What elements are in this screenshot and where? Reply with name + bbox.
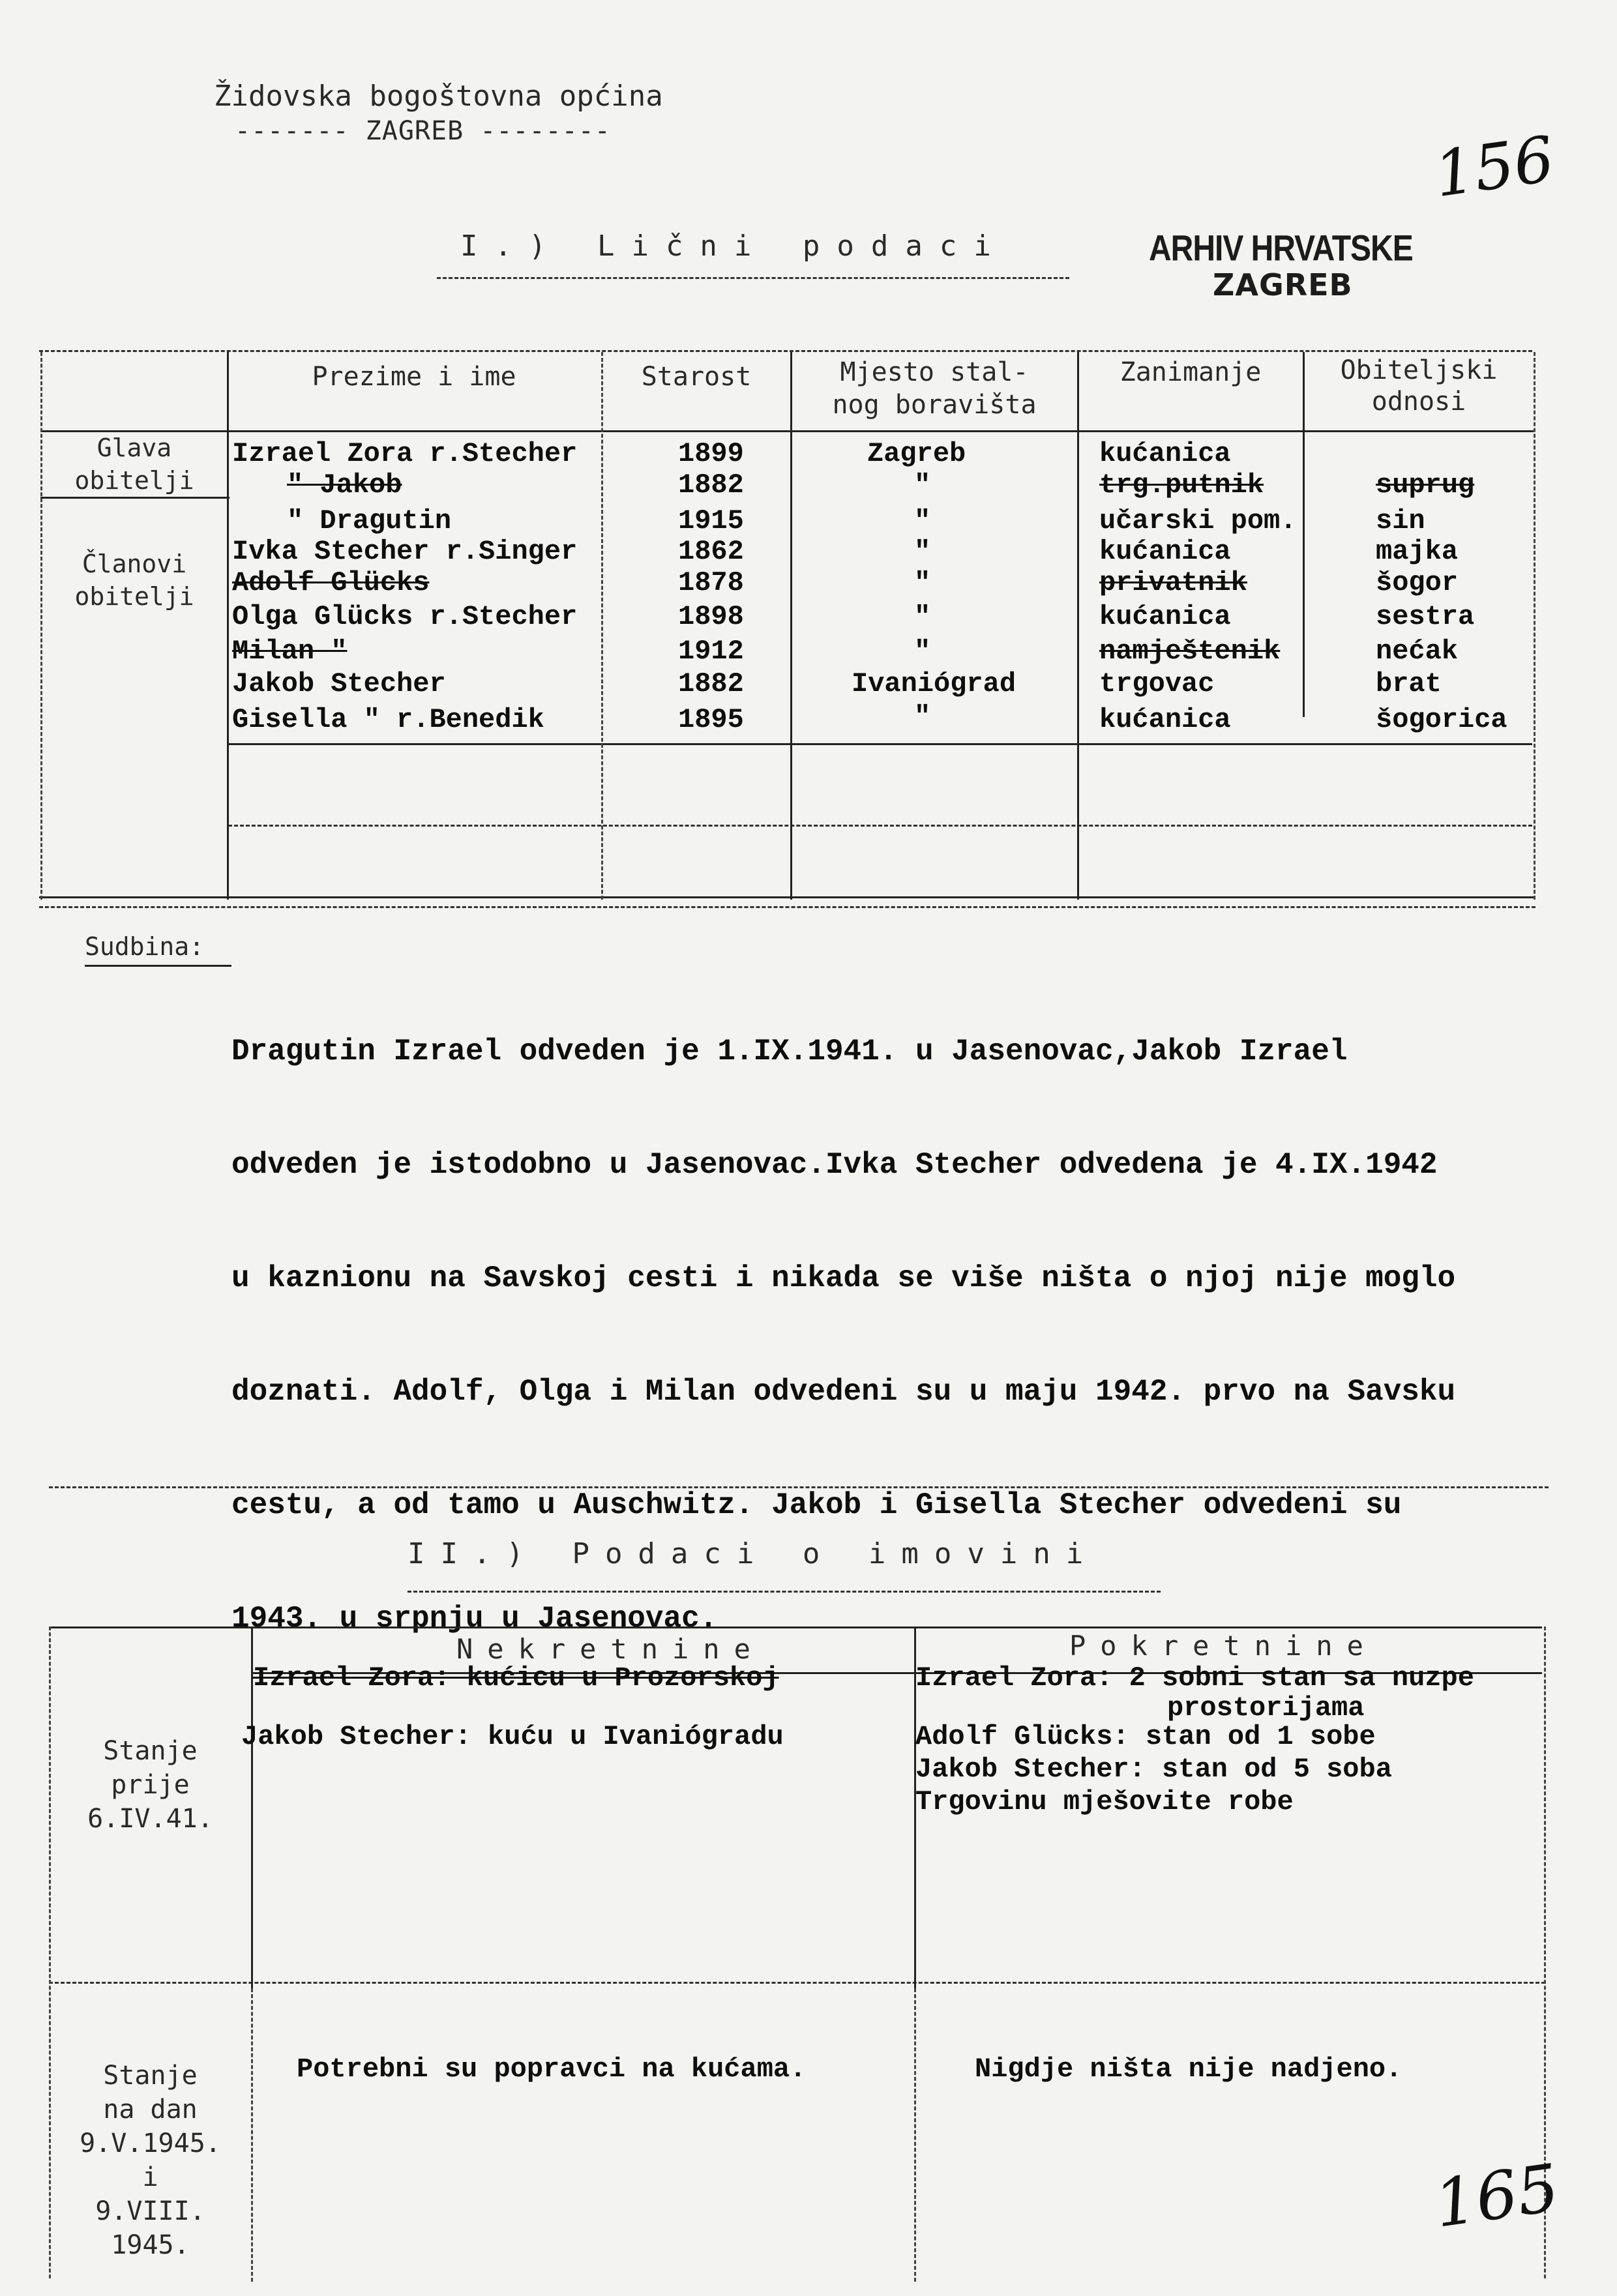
column-divider	[1077, 352, 1079, 900]
section2-underline	[408, 1591, 1161, 1593]
archive-stamp-line2: ZAGREB	[1213, 267, 1353, 302]
row-year: 1882	[678, 469, 744, 501]
row-occupation: kućanica	[1099, 536, 1231, 567]
row-name: Gisella " r.Benedik	[232, 704, 544, 735]
movable-before-item: Trgovinu mješovite robe	[915, 1786, 1294, 1818]
row-relation: sin	[1376, 505, 1425, 537]
column-divider	[601, 352, 603, 900]
row-occupation: trgovac	[1099, 668, 1215, 699]
property-top-border	[49, 1626, 1542, 1628]
movable-before-item: Adolf Glücks: stan od 1 sobe	[915, 1721, 1376, 1752]
before-label-line: prije	[111, 1770, 190, 1800]
row-residence: "	[914, 567, 931, 598]
organization-name: Židovska bogoštovna općina	[214, 80, 663, 113]
fate-line: cestu, a od tamo u Auschwitz. Jakob i Gisella Stecher odvedeni su	[231, 1488, 1402, 1522]
row-occupation: kućanica	[1099, 704, 1231, 735]
column-divider	[790, 352, 792, 900]
movable-before-item: Izrael Zora: 2 sobni stan sa nuzpe	[915, 1662, 1474, 1694]
after-label-line: i	[142, 2162, 158, 2192]
movable-before-item: Jakob Stecher: stan od 5 soba	[915, 1754, 1392, 1785]
after-label-line: 9.VIII.	[95, 2196, 205, 2226]
row-relation: majka	[1376, 536, 1459, 567]
header-residence-line1: Mjesto stal-	[840, 357, 1029, 387]
immovable-before-item: Izrael Zora: kućicu u Prozorskoj	[253, 1662, 779, 1694]
row-name: Izrael Zora r.Stecher	[232, 438, 578, 469]
section2-title: II.) Podaci o imovini	[408, 1537, 1099, 1570]
row-occupation: učarski pom.	[1099, 505, 1297, 537]
row-occupation: kućanica	[1099, 438, 1231, 469]
row-residence: "	[914, 701, 931, 732]
after-label-line: 9.V.1945.	[80, 2128, 221, 2158]
row-year: 1895	[678, 704, 744, 735]
fate-label: Sudbina:	[85, 932, 205, 961]
fate-line: 1943. u srpnju u Jasenovac.	[231, 1602, 718, 1636]
row-relation: nećak	[1376, 636, 1459, 667]
row-residence: "	[914, 601, 931, 632]
header-occupation: Zanimanje	[1120, 357, 1262, 387]
before-label	[51, 1734, 250, 1836]
page-number-handwritten-bottom: 165	[1429, 2149, 1564, 2243]
row-year: 1915	[678, 505, 744, 537]
row-year: 1912	[678, 636, 744, 667]
row-relation: suprug	[1376, 469, 1475, 501]
table-bottom-border	[39, 896, 1535, 898]
table-row-divider	[228, 743, 1532, 745]
row-name: " Dragutin	[287, 505, 452, 537]
movable-before-item: prostorijama	[1167, 1692, 1365, 1724]
fate-line: doznati. Adolf, Olga i Milan odvedeni su u maju 1942. prvo na Savsku	[231, 1375, 1456, 1409]
row-residence: "	[914, 636, 931, 667]
row-occupation: privatnik	[1099, 567, 1247, 598]
row-occupation: trg.putnik	[1099, 469, 1264, 501]
row-relation: sestra	[1376, 601, 1475, 632]
header-residence-line2: nog boravišta	[832, 390, 1037, 420]
table-header-divider	[40, 430, 1534, 432]
row-occupation: namještenik	[1099, 636, 1281, 667]
header-name: Prezime i ime	[312, 362, 516, 392]
row-year: 1878	[678, 567, 744, 598]
after-label	[51, 2059, 250, 2262]
row-relation: šogorica	[1376, 704, 1507, 735]
before-label-line: 6.IV.41.	[87, 1804, 213, 1834]
row-residence: "	[914, 505, 931, 537]
immovable-after: Potrebni su popravci na kućama.	[297, 2053, 807, 2085]
header-immovable: Nekretnine	[456, 1633, 765, 1665]
after-label-line: na dan	[103, 2095, 198, 2125]
row-name: Milan "	[232, 636, 348, 667]
property-column-divider	[914, 1988, 916, 2282]
header-age: Starost	[641, 362, 752, 392]
column-divider	[227, 352, 229, 900]
row-year: 1898	[678, 601, 744, 632]
members-label-line1: Članovi	[82, 550, 187, 578]
section1-underline	[437, 277, 1069, 279]
section2-top-border	[49, 1486, 1549, 1488]
row-relation: šogor	[1376, 567, 1459, 598]
side-divider	[40, 497, 230, 499]
members-label-line2: obitelji	[74, 582, 194, 611]
after-label-line: 1945.	[111, 2230, 190, 2260]
row-year: 1862	[678, 536, 744, 567]
property-column-divider	[251, 1988, 253, 2282]
row-occupation: kućanica	[1099, 601, 1231, 632]
row-name: Adolf Glücks	[232, 567, 430, 598]
table-bottom-border	[39, 906, 1535, 908]
fate-line: u kaznionu na Savskoj cesti i nikada se više ništa o njoj nije moglo	[231, 1261, 1456, 1295]
before-label-line: Stanje	[103, 1736, 198, 1766]
fate-line: odveden je istodobno u Jasenovac.Ivka Stecher odvedena je 4.IX.1942	[231, 1148, 1438, 1182]
row-name: Jakob Stecher	[232, 668, 446, 699]
row-name: Ivka Stecher r.Singer	[232, 536, 578, 567]
head-label-line1: Glava	[96, 434, 172, 462]
header-family-line1: Obiteljski	[1340, 355, 1498, 385]
header-family-line2: odnosi	[1371, 387, 1466, 417]
archive-stamp-line1: ARHIV HRVATSKE	[1149, 229, 1413, 269]
header-movable: Pokretnine	[1069, 1630, 1378, 1662]
row-name: Olga Glücks r.Stecher	[232, 601, 578, 632]
head-label-line2: obitelji	[74, 466, 194, 495]
table-top-border	[39, 350, 1532, 352]
page-number-handwritten: 156	[1430, 122, 1559, 212]
row-residence: "	[914, 536, 931, 567]
after-label-line: Stanje	[103, 2061, 198, 2091]
row-name: " Jakob	[287, 469, 402, 501]
table-row-divider	[228, 825, 1532, 827]
row-residence: Ivaniógrad	[852, 668, 1016, 699]
movable-after: Nigdje ništa nije nadjeno.	[975, 2053, 1402, 2085]
row-year: 1882	[678, 668, 744, 699]
property-row-divider	[49, 1982, 1545, 1984]
fate-line: Dragutin Izrael odveden je 1.IX.1941. u Jasenovac,Jakob Izrael	[231, 1035, 1348, 1068]
fate-label-underline	[85, 965, 231, 967]
section1-title: I.) Lični podaci	[460, 229, 1008, 263]
row-relation: brat	[1376, 668, 1442, 699]
row-residence: "	[914, 469, 931, 501]
immovable-before-item: Jakob Stecher: kuću u Ivaniógradu	[241, 1721, 784, 1752]
row-residence: Zagreb	[867, 438, 966, 469]
table-right-border	[1534, 352, 1535, 900]
city-line: ------- ZAGREB --------	[235, 116, 611, 146]
row-year: 1899	[678, 438, 744, 469]
